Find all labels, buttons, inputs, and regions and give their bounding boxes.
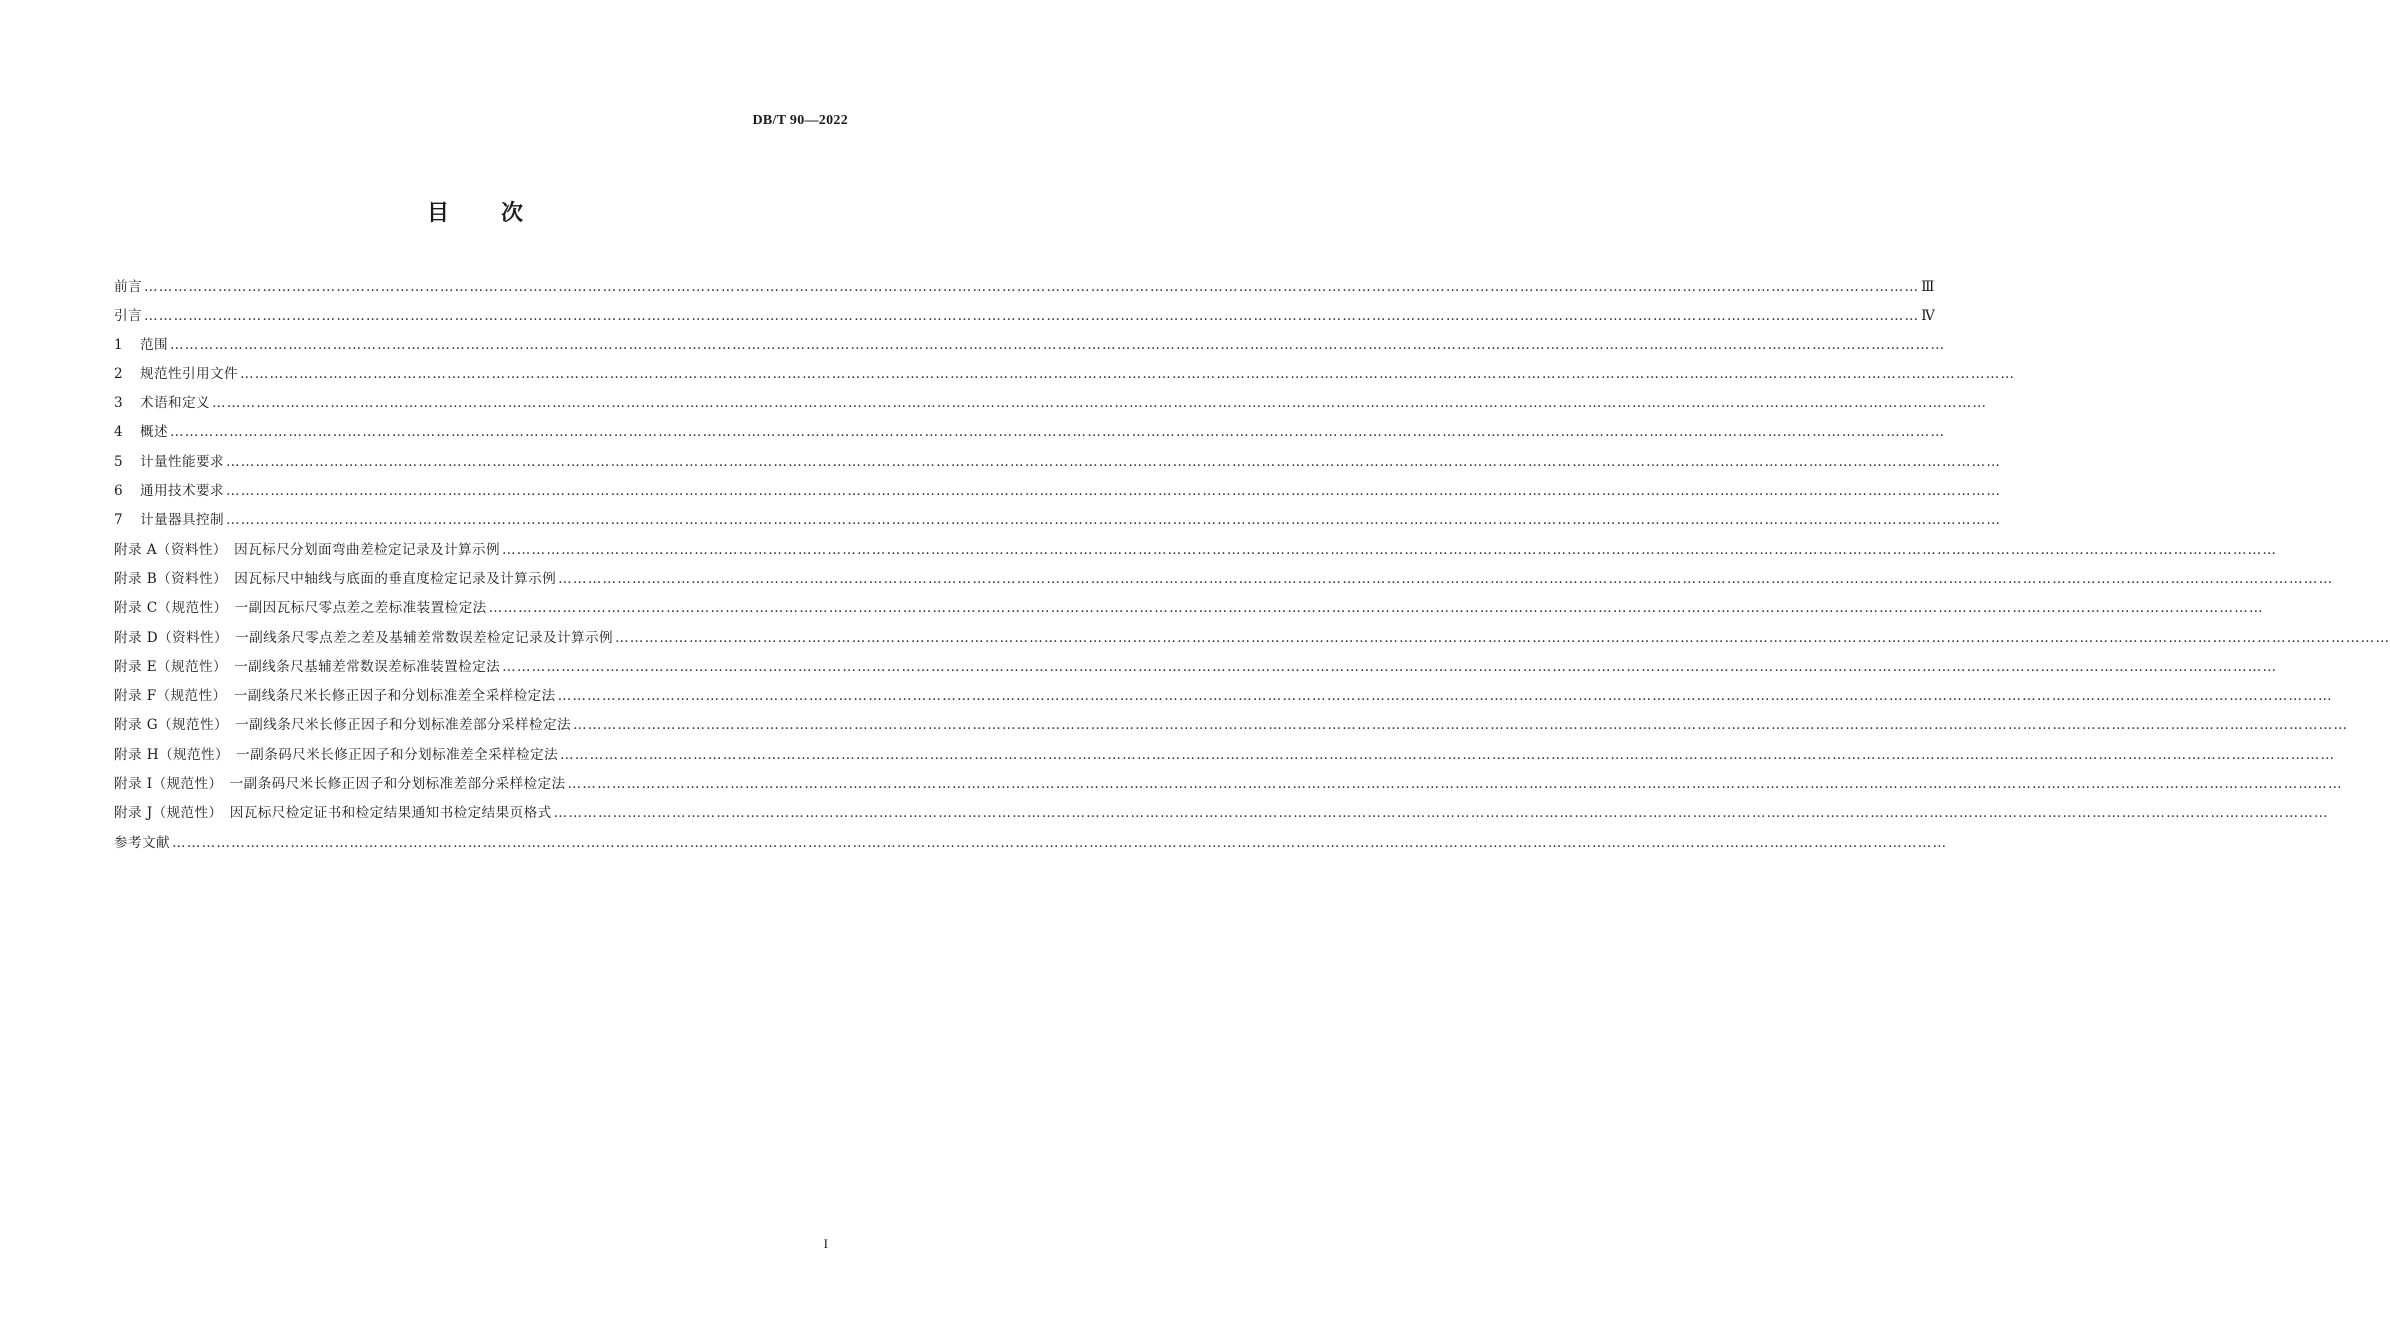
toc-entry[interactable] [114, 536, 2278, 565]
toc-entry[interactable] [114, 770, 2343, 799]
page-number: I [823, 1236, 828, 1251]
toc-entry[interactable] [114, 624, 2390, 653]
toc-entry[interactable] [114, 331, 1946, 360]
toc-dot-leader: ……………………………………………………………………………………………………………………………………………………………………………………………………………………………………………………………………………………………………………………………… [502, 658, 2278, 675]
toc-dot-leader: ……………………………………………………………………………………………………………………………………………………………………………………………………………………………………………………………………………………………………………………………… [567, 776, 2343, 793]
toc-entry-label: 计量性能要求 [140, 453, 224, 470]
toc-entry-label: 前言 [114, 279, 142, 295]
toc-entry-label: 附录 J（规范性） 因瓦标尺检定证书和检定结果通知书检定结果页格式 [114, 805, 552, 822]
toc-entry[interactable] [114, 360, 2016, 389]
toc-dot-leader: ……………………………………………………………………………………………………………………………………………………………………………………………………………………………………………………………………………………………………………………………… [170, 336, 1946, 353]
table-of-contents [114, 272, 2390, 858]
toc-entry-label: 附录 G（规范性） 一副线条尺米长修正因子和分划标准差部分采样检定法 [114, 717, 571, 734]
toc-dot-leader: ……………………………………………………………………………………………………………………………………………………………………………………………………………………………………………………………………………………………………………………………… [170, 424, 1946, 441]
toc-dot-leader: ……………………………………………………………………………………………………………………………………………………………………………………………………………………………………………………………………………………………………………………………… [211, 395, 1988, 412]
toc-dot-leader: ……………………………………………………………………………………………………………………………………………………………………………………………………………………………………………………………………………………………………………………………… [559, 746, 2336, 763]
toc-dot-leader: ……………………………………………………………………………………………………………………………………………………………………………………………………………………………………………………………………………………………………………………………… [501, 541, 2278, 558]
toc-entry-number: 4 [114, 424, 123, 441]
toc-dot-leader: ……………………………………………………………………………………………………………………………………………………………………………………………………………………………………………………………………………………………………………………………… [557, 688, 2333, 705]
toc-entry-label: 引言 [114, 308, 142, 325]
toc-dot-leader: ……………………………………………………………………………………………………………………………………………………………………………………………………………………………………………………………………………………………………………………………… [558, 570, 2334, 587]
toc-dot-leader: ……………………………………………………………………………………………………………………………………………………………………………………………………………………………………………………………………………………………………………………………… [171, 834, 1948, 851]
toc-entry[interactable] [114, 799, 2329, 828]
toc-entry-label: 概述 [140, 424, 168, 441]
toc-entry-number: 7 [114, 512, 123, 529]
toc-entry[interactable] [114, 565, 2334, 594]
toc-entry-number: 1 [114, 336, 123, 353]
toc-entry-label: 计量器具控制 [140, 512, 224, 529]
toc-entry[interactable] [114, 594, 2264, 623]
toc-entry-label: 附录 I（规范性） 一副条码尺米长修正因子和分划标准差部分采样检定法 [114, 776, 566, 793]
toc-entry[interactable] [114, 389, 1988, 418]
toc-entry-label: 范围 [140, 336, 168, 353]
toc-dot-leader: ……………………………………………………………………………………………………………………………………………………………………………………………………………………………………………………………………………………………………………………………… [144, 279, 1920, 295]
toc-entry[interactable] [114, 418, 1946, 447]
toc-entry-label: 附录 F（规范性） 一副线条尺米长修正因子和分划标准差全采样检定法 [114, 688, 556, 705]
toc-entry-number: 6 [114, 483, 123, 500]
toc-dot-leader: ……………………………………………………………………………………………………………………………………………………………………………………………………………………………………………………………………………………………………………………………… [572, 717, 2349, 734]
toc-entry[interactable] [114, 829, 1948, 858]
toc-entry[interactable] [114, 682, 2333, 711]
toc-entry-label: 规范性引用文件 [140, 365, 238, 382]
toc-dot-leader: ……………………………………………………………………………………………………………………………………………………………………………………………………………………………………………………………………………………………………………………………… [488, 600, 2264, 617]
toc-dot-leader: ……………………………………………………………………………………………………………………………………………………………………………………………………………………………………………………………………………………………………………………………… [553, 805, 2329, 822]
toc-entry[interactable] [114, 711, 2349, 740]
page-title: 目次 [426, 201, 575, 226]
toc-entry[interactable] [114, 448, 2002, 477]
toc-entry-page: Ⅲ [1921, 279, 1935, 294]
document-code: DB/T 90—2022 [752, 113, 848, 128]
toc-dot-leader: ……………………………………………………………………………………………………………………………………………………………………………………………………………………………………………………………………………………………………………………………… [615, 629, 2390, 646]
toc-entry[interactable] [114, 653, 2278, 682]
toc-entry-label: 附录 A（资料性） 因瓦标尺分划面弯曲差检定记录及计算示例 [114, 541, 500, 558]
toc-entry-label: 附录 C（规范性） 一副因瓦标尺零点差之差标准装置检定法 [114, 600, 487, 617]
toc-dot-leader: ……………………………………………………………………………………………………………………………………………………………………………………………………………………………………………………………………………………………………………………………… [225, 512, 2002, 529]
toc-entry-label: 附录 D（资料性） 一副线条尺零点差之差及基辅差常数误差检定记录及计算示例 [114, 629, 613, 646]
toc-entry-label: 通用技术要求 [140, 483, 224, 500]
toc-entry-label: 参考文献 [114, 834, 170, 851]
toc-entry-number: 2 [114, 365, 123, 382]
toc-entry-label: 附录 B（资料性） 因瓦标尺中轴线与底面的垂直度检定记录及计算示例 [114, 570, 557, 587]
toc-dot-leader: ……………………………………………………………………………………………………………………………………………………………………………………………………………………………………………………………………………………………………………………………… [225, 453, 2002, 470]
toc-dot-leader: ……………………………………………………………………………………………………………………………………………………………………………………………………………………………………………………………………………………………………………………………… [144, 308, 1920, 325]
toc-entry-number: 5 [114, 453, 123, 470]
toc-entry[interactable] [114, 301, 1935, 330]
toc-entry-label: 术语和定义 [140, 395, 210, 412]
toc-dot-leader: ……………………………………………………………………………………………………………………………………………………………………………………………………………………………………………………………………………………………………………………………… [225, 483, 2002, 500]
toc-entry-label: 附录 E（规范性） 一副线条尺基辅差常数误差标准装置检定法 [114, 658, 501, 675]
toc-dot-leader: ……………………………………………………………………………………………………………………………………………………………………………………………………………………………………………………………………………………………………………………………… [239, 365, 2016, 382]
toc-entry[interactable] [114, 741, 2336, 770]
toc-entry[interactable] [114, 477, 2002, 506]
toc-entry[interactable] [114, 272, 1935, 301]
toc-entry[interactable] [114, 506, 2002, 535]
toc-entry-label: 附录 H（规范性） 一副条码尺米长修正因子和分划标准差全采样检定法 [114, 746, 558, 763]
toc-entry-number: 3 [114, 395, 123, 412]
toc-entry-page: Ⅳ [1921, 308, 1935, 324]
